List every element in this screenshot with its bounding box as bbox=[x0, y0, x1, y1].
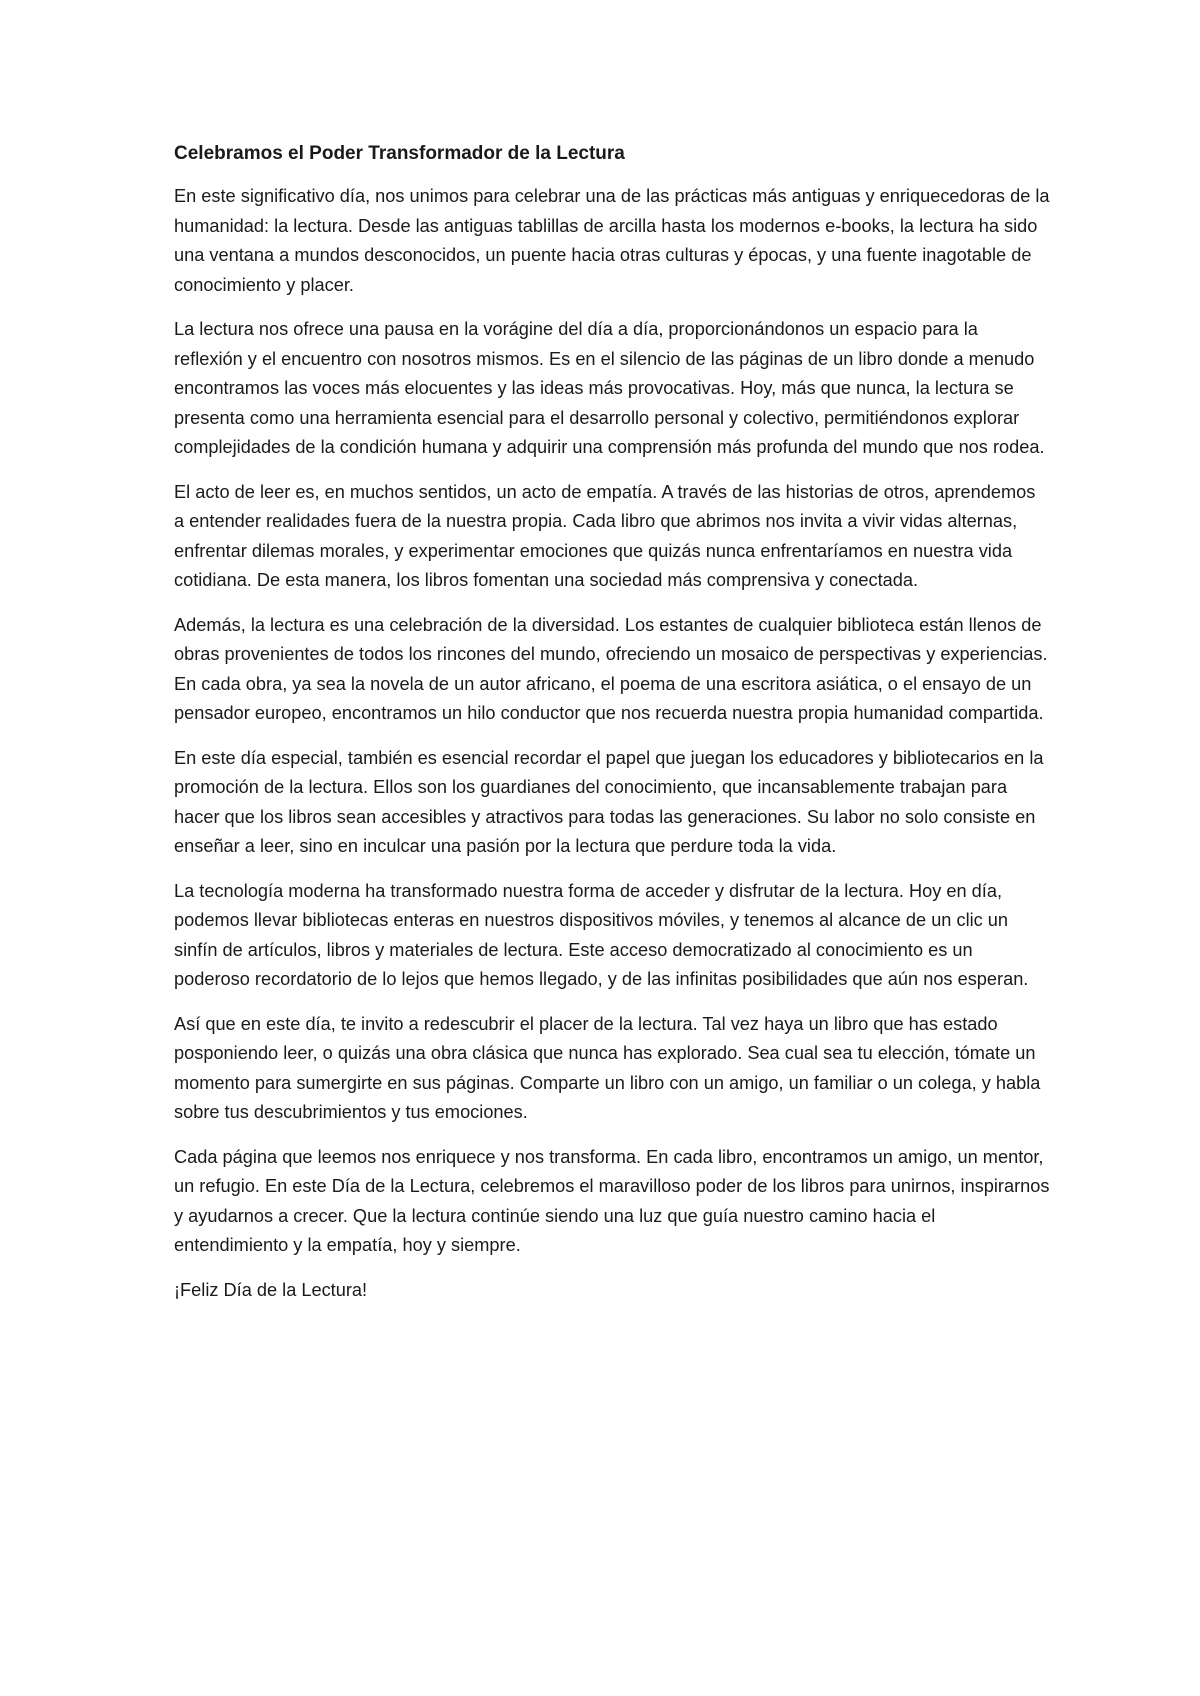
document-title: Celebramos el Poder Transformador de la Lectura bbox=[174, 143, 625, 164]
paragraph-6: La tecnología moderna ha transformado nuestra forma de acceder y disfrutar de la lectura. Hoy en día, podemos llevar bibliotecas enteras en nuestros dispositivos móviles, y tenemos al alcance de un clic un sinfín de artículos, libros y materiales de lectura. Este acceso democratizado al conocimiento es un poderoso recordatorio de lo lejos que hemos llegado, y de las infinitas posibilidades que aún nos esperan. bbox=[174, 880, 1029, 989]
paragraph-2: La lectura nos ofrece una pausa en la vorágine del día a día, proporcionándonos un espacio para la reflexión y el encuentro con nosotros mismos. Es en el silencio de las páginas de un libro donde a menudo encontramos las voces más elocuentes y las ideas más provocativas. Hoy, más que nunca, la lectura se presenta como una herramienta esencial para el desarrollo personal y colectivo, permitiéndonos explorar complejidades de la condición humana y adquirir una comprensión más profunda del mundo que nos rodea. bbox=[174, 319, 1045, 457]
paragraph-3: El acto de leer es, en muchos sentidos, un acto de empatía. A través de las historias de otros, aprendemos a entender realidades fuera de la nuestra propia. Cada libro que abrimos nos invita a vivir vidas alternas, enfrentar dilemas morales, y experimentar emociones que quizás nunca enfrentaríamos en nuestra vida cotidiana. De esta manera, los libros fomentan una sociedad más comprensiva y conectada. bbox=[174, 481, 1036, 590]
paragraph-5: En este día especial, también es esencial recordar el papel que juegan los educadores y bibliotecarios en la promoción de la lectura. Ellos son los guardianes del conocimiento, que incansablemente trabajan para hacer que los libros sean accesibles y atractivos para todas las generaciones. Su labor no solo consiste en enseñar a leer, sino en inculcar una pasión por la lectura que perdure toda la vida. bbox=[174, 747, 1044, 856]
document-page bbox=[174, 140, 1050, 1320]
closing-line: ¡Feliz Día de la Lectura! bbox=[174, 1279, 368, 1300]
paragraph-7: Así que en este día, te invito a redescubrir el placer de la lectura. Tal vez haya un libro que has estado posponiendo leer, o quizás una obra clásica que nunca has explorado. Sea cual sea tu elección, tómate un momento para sumergirte en sus páginas. Comparte un libro con un amigo, un familiar o un colega, y habla sobre tus descubrimientos y tus emociones. bbox=[174, 1013, 1041, 1122]
paragraph-1: En este significativo día, nos unimos para celebrar una de las prácticas más antiguas y enriquecedoras de la humanidad: la lectura. Desde las antiguas tablillas de arcilla hasta los modernos e-books, la lectura ha sido una ventana a mundos desconocidos, un puente hacia otras culturas y épocas, y una fuente inagotable de conocimiento y placer. bbox=[174, 186, 1050, 295]
paragraph-8: Cada página que leemos nos enriquece y nos transforma. En cada libro, encontramos un amigo, un mentor, un refugio. En este Día de la Lectura, celebremos el maravilloso poder de los libros para unirnos, inspirarnos y ayudarnos a crecer. Que la lectura continúe siendo una luz que guía nuestro camino hacia el entendimiento y la empatía, hoy y siempre. bbox=[174, 1146, 1050, 1255]
paragraph-4: Además, la lectura es una celebración de la diversidad. Los estantes de cualquier biblioteca están llenos de obras provenientes de todos los rincones del mundo, ofreciendo un mosaico de perspectivas y experiencias. En cada obra, ya sea la novela de un autor africano, el poema de una escritora asiática, o el ensayo de un pensador europeo, encontramos un hilo conductor que nos recuerda nuestra propia humanidad compartida. bbox=[174, 614, 1048, 723]
